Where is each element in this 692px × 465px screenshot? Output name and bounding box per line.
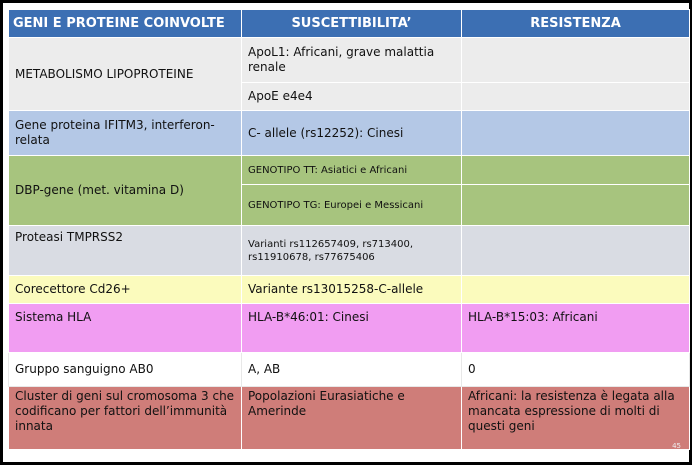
genetics-table (8, 9, 690, 450)
resistance-cell: 0 (462, 353, 690, 387)
susceptibility-cell: A, AB (242, 353, 462, 387)
table-row (9, 111, 690, 156)
susceptibility-cell: Popolazioni Eurasiatiche e Amerinde (242, 387, 462, 450)
resistance-cell (462, 111, 690, 156)
header-susceptibility: SUSCETTIBILITA’ (242, 10, 462, 38)
table-row (9, 276, 690, 304)
row-label-hla: Sistema HLA (9, 304, 242, 353)
resistance-cell (462, 185, 690, 226)
table-row (9, 156, 690, 185)
susceptibility-cell: HLA-B*46:01: Cinesi (242, 304, 462, 353)
table-row (9, 353, 690, 387)
resistance-cell (462, 276, 690, 304)
row-label-blood-group: Gruppo sanguigno AB0 (9, 353, 242, 387)
page-number: 45 (672, 442, 681, 450)
resistance-cell: HLA-B*15:03: Africani (462, 304, 690, 353)
susceptibility-cell: GENOTIPO TT: Asiatici e Africani (242, 156, 462, 185)
header-resistance: RESISTENZA (462, 10, 690, 38)
resistance-cell (462, 38, 690, 83)
resistance-cell: Africani: la resistenza è legata alla mancata espressione di molti di questi geni (462, 387, 690, 450)
susceptibility-cell: ApoE e4e4 (242, 83, 462, 111)
resistance-cell (462, 156, 690, 185)
resistance-cell (462, 83, 690, 111)
row-label-cd26: Corecettore Cd26+ (9, 276, 242, 304)
header-genes: GENI E PROTEINE COINVOLTE (9, 10, 242, 38)
susceptibility-cell: C- allele (rs12252): Cinesi (242, 111, 462, 156)
row-label-dbp: DBP-gene (met. vitamina D) (9, 156, 242, 226)
row-label-ifitm3: Gene proteina IFITM3, interferon-relata (9, 111, 242, 156)
susceptibility-cell: GENOTIPO TG: Europei e Messicani (242, 185, 462, 226)
row-label-gene-cluster: Cluster di geni sul cromosoma 3 che codificano per fattori dell’immunità innata (9, 387, 242, 450)
resistance-cell (462, 226, 690, 276)
susceptibility-cell: ApoL1: Africani, grave malattia renale (242, 38, 462, 83)
table-row (9, 304, 690, 353)
susceptibility-cell: Varianti rs112657409, rs713400, rs11910678, rs77675406 (242, 226, 462, 276)
table-row (9, 226, 690, 276)
table-header-row (9, 10, 690, 38)
table-row (9, 38, 690, 83)
row-label-lipoproteins: METABOLISMO LIPOPROTEINE (9, 38, 242, 111)
table-row (9, 387, 690, 450)
row-label-tmprss2: Proteasi TMPRSS2 (9, 226, 242, 276)
susceptibility-cell: Variante rs13015258-C-allele (242, 276, 462, 304)
